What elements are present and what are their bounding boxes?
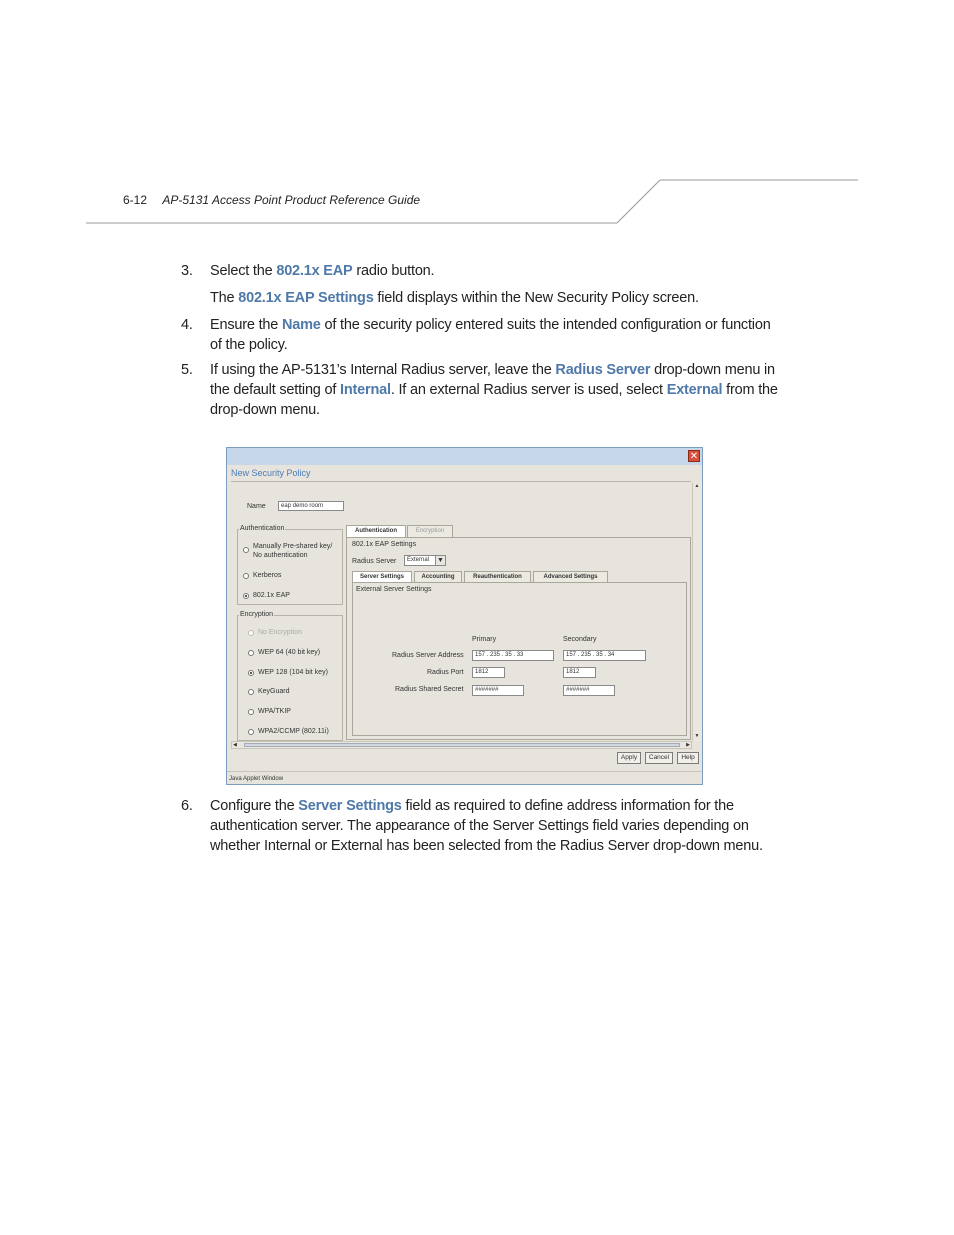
tab-advanced-settings[interactable]: Advanced Settings [533,571,608,582]
running-header [123,193,420,207]
encryption-group-label: Encryption [240,611,274,618]
step-text: Select the [210,263,277,279]
radio-label: WEP 64 (40 bit key) [258,649,321,656]
radio-keyguard[interactable] [248,689,254,695]
help-button[interactable]: Help [677,752,699,764]
tab-reauthentication[interactable]: Reauthentication [464,571,531,582]
step-text: The [210,290,239,306]
step-5 [181,360,781,420]
tab-accounting[interactable]: Accounting [414,571,462,582]
radio-label: KeyGuard [258,688,290,695]
primary-port-input[interactable]: 1812 [472,667,505,678]
radio-label: WPA2/CCMP (802.11i) [258,728,329,735]
radio-wpa-tkip[interactable] [248,709,254,715]
radius-server-label: Radius Server [352,558,397,565]
step-4 [181,315,781,355]
chevron-down-icon[interactable]: ▼ [435,555,446,566]
external-server-settings-label: External Server Settings [356,586,432,593]
ref-802-1x-eap: 802.1x EAP [276,263,353,279]
radio-wpa2-ccmp[interactable] [248,729,254,735]
name-label: Name [247,503,266,510]
step-3-note [181,288,781,308]
scroll-right-icon[interactable]: ▶ [686,742,690,748]
name-input[interactable]: eap demo room [278,501,344,511]
ref-name: Name [281,317,321,333]
ref-radius-server: Radius Server [555,362,651,378]
step-number: 4. [181,317,193,333]
radio-label: Kerberos [253,572,282,579]
close-icon[interactable]: ✕ [689,451,699,462]
radio-label: Manually Pre-shared key/ [253,543,333,550]
step-text: of the security policy entered suits the intended configuration or function of the policy. [210,317,771,353]
radio-wep128[interactable] [248,670,254,676]
step-text: from the drop-down menu. [210,382,778,418]
secondary-port-input[interactable]: 1812 [563,667,596,678]
horizontal-scrollbar[interactable] [231,741,692,749]
authentication-group-label: Authentication [240,525,285,532]
scroll-down-icon[interactable]: ▼ [694,733,700,739]
step-text: . If an external Radius server is used, select [390,382,667,398]
step-text: If using the AP-5131’s Internal Radius server, leave the [210,362,556,378]
radio-no-encryption[interactable] [248,630,254,636]
divider [231,481,691,482]
primary-address-input[interactable]: 157 . 235 . 35 . 33 [472,650,554,661]
radio-manual-psk[interactable] [243,547,249,553]
secondary-secret-input[interactable]: ####### [563,685,615,696]
tab-encryption[interactable]: Encryption [407,525,453,537]
radio-kerberos[interactable] [243,573,249,579]
vertical-scrollbar[interactable] [692,483,702,741]
radio-802-1x-eap[interactable] [243,593,249,599]
page-number: 6-12 [123,193,148,207]
radio-label: No Encryption [258,629,302,636]
radius-server-value: External [407,557,430,563]
row-label-secret: Radius Shared Secret [395,686,464,693]
step-text: field as required to define address information for the authentication server. The appearance of the Server Settings field varies depending on whether Internal or External has been selected from the Radius Server drop-down menu. [210,798,763,854]
step-3 [181,261,781,281]
tab-authentication[interactable]: Authentication [346,525,406,537]
cancel-button[interactable]: Cancel [645,752,673,764]
row-label-address: Radius Server Address [392,652,464,659]
primary-column-header: Primary [472,636,497,643]
step-text: drop-down menu in the default setting of [210,362,775,398]
secondary-column-header: Secondary [563,636,597,643]
apply-button[interactable]: Apply [617,752,641,764]
primary-secret-input[interactable]: ####### [472,685,524,696]
scroll-up-icon[interactable]: ▲ [694,483,700,489]
step-number: 5. [181,362,193,378]
step-number: 6. [181,798,193,814]
secondary-address-input[interactable]: 157 . 235 . 35 . 34 [563,650,646,661]
ref-server-settings: Server Settings [298,798,402,814]
radio-label: 802.1x EAP [253,592,290,599]
scroll-thumb[interactable] [244,743,680,747]
window-titlebar [227,448,702,465]
ref-external: External [666,382,723,398]
row-label-port: Radius Port [427,669,464,676]
radius-server-select[interactable] [404,555,438,566]
eap-settings-label: 802.1x EAP Settings [352,541,417,548]
guide-title: AP-5131 Access Point Product Reference Guide [162,193,421,207]
step-6 [181,796,781,856]
step-text: radio button. [352,263,435,279]
scroll-left-icon[interactable]: ◀ [233,742,237,748]
radio-label: No authentication [253,552,308,559]
step-text: field displays within the New Security Policy screen. [373,290,699,306]
radio-label: WPA/TKIP [258,708,291,715]
ref-internal: Internal [340,382,391,398]
ref-eap-settings: 802.1x EAP Settings [238,290,374,306]
step-text: Ensure the [210,317,282,333]
radio-label: WEP 128 (104 bit key) [258,669,328,676]
step-number: 3. [181,263,193,279]
radio-wep64[interactable] [248,650,254,656]
step-text: Configure the [210,798,299,814]
tab-server-settings[interactable]: Server Settings [352,571,412,582]
security-policy-window [226,447,703,785]
status-bar: Java Applet Window [227,771,702,785]
panel-title: New Security Policy [231,468,311,478]
